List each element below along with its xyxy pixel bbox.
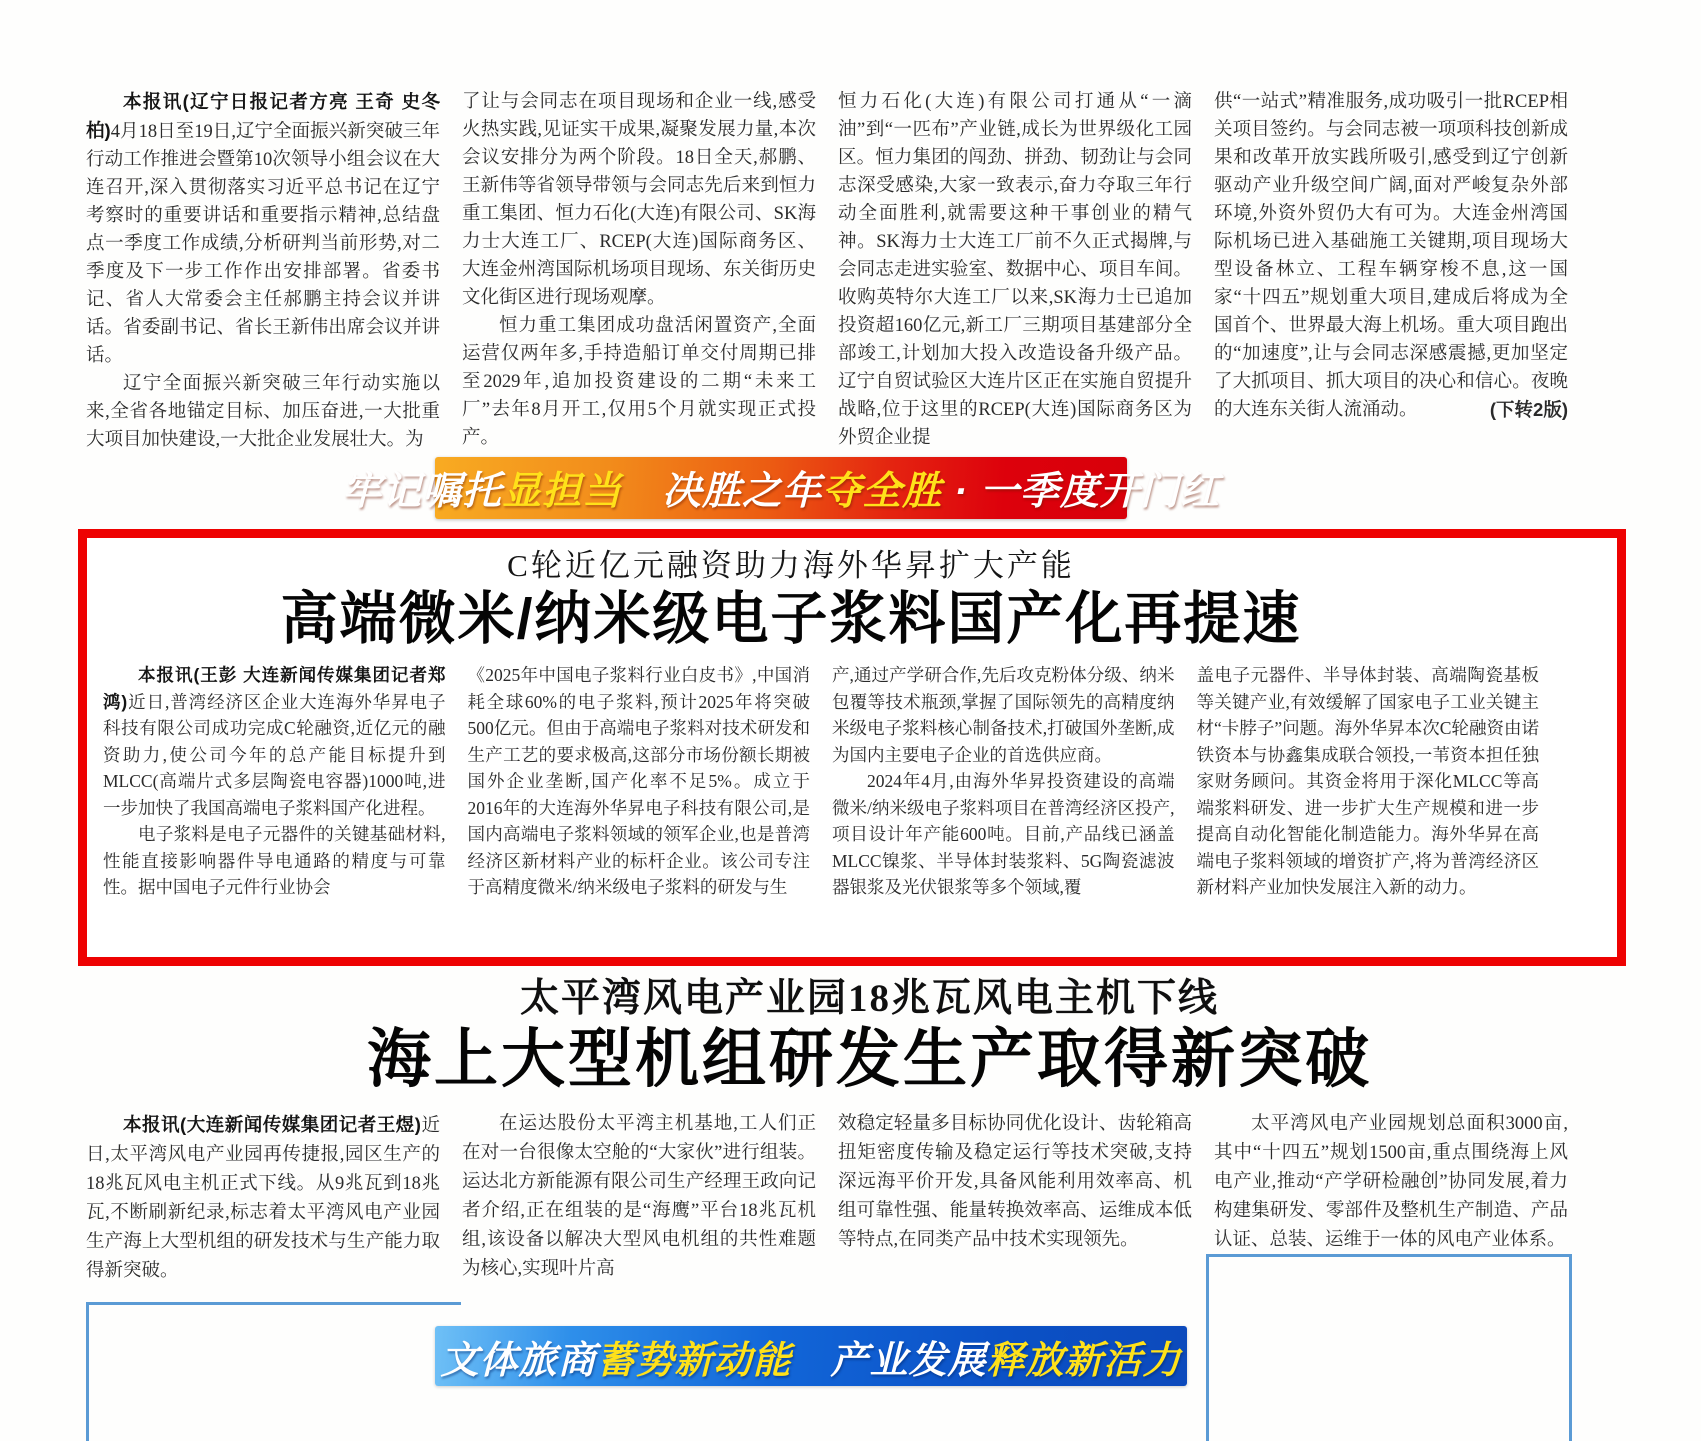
banner-text-segment: 产业发展	[791, 1339, 987, 1382]
dateline-lead-in: 本报讯(辽宁日报记者方亮 王奇 史冬柏)	[86, 91, 440, 141]
adjacent-box-rule-bottom-right	[1206, 1254, 1572, 1441]
featured-article-headline: 高端微米/纳米级电子浆料国产化再提速	[280, 587, 1302, 651]
banner-text-segment: 夺全胜	[822, 470, 943, 513]
article-column	[838, 1110, 1192, 1322]
article-column	[468, 662, 811, 901]
lead-story-body	[86, 88, 1568, 454]
slogan-banner-top-text	[342, 460, 1220, 516]
featured-article-box	[78, 529, 1626, 966]
body-paragraph: 电子浆料是电子元器件的关键基础材料,性能直接影响器件导电通路的精度与可靠性。据中国电子元件行业协会	[103, 824, 446, 897]
body-paragraph: 恒力石化(大连)有限公司打通从“一滴油”到“一匹布”产业链,成长为世界级化工园区。恒力集团的闯劲、拼劲、韧劲让与会同志深受感染,大家一致表示,奋力夺取三年行动全面胜利,就需要这种干事创业的精气神。SK海力士大连工厂前不久正式揭牌,与会同志走进实验室、数据中心、项目车间。收购英特尔大连工厂以来,SK海力士已追加投资超160亿元,新工厂三期项目基建部分全部竣工,计划加大投入改造设备升级产品。辽宁自贸试验区大连片区正在实施自贸提升战略,位于这里的RCEP(大连)国际商务区为外贸企业提	[838, 92, 1192, 448]
article-column	[832, 662, 1175, 901]
featured-article-kicker: C轮近亿元融资助力海外华昇扩大产能	[507, 548, 1075, 583]
body-paragraph: 本报讯(大连新闻传媒集团记者王煜)近日,太平湾风电产业园再传捷报,园区生产的18兆瓦风电主机正式下线。从9兆瓦到18兆瓦,不断刷新纪录,标志着太平湾风电产业园生产海上大型机组的研发技术与生产能力取得新突破。	[86, 1114, 440, 1281]
wind-article-kicker: 太平湾风电产业园18兆瓦风电主机下线	[519, 977, 1219, 1020]
body-paragraph: 太平湾风电产业园规划总面积3000亩,其中“十四五”规划1500亩,重点围绕海上风电产业,推动“产学研检融创”协同发展,着力构建集研发、零部件及整机生产制造、产品认证、总装、运维于一体的风电产业体系。	[1214, 1114, 1568, 1250]
adjacent-box-rule-bottom-left	[86, 1302, 461, 1441]
body-paragraph: 本报讯(王彭 大连新闻传媒集团记者郑鸿)近日,普湾经济区企业大连海外华昇电子科技有限公司成功完成C轮融资,近亿元的融资助力,使公司今年的总产能目标提升到MLCC(高端片式多层陶瓷电容器)1000吨,进一步加快了我国高端电子浆料国产化进程。	[103, 665, 446, 818]
featured-article-head	[103, 546, 1479, 650]
banner-text-segment: 释放新活力	[986, 1339, 1182, 1382]
body-paragraph: 在运达股份太平湾主机基地,工人们正在对一台很像太空舱的“大家伙”进行组装。运达北方新能源有限公司生产经理王政向记者介绍,正在组装的是“海鹰”平台18兆瓦机组,该设备以解决大型风电机组的共性难题为核心,实现叶片高	[462, 1114, 816, 1279]
banner-text-segment: 文体旅商	[440, 1339, 597, 1382]
slogan-banner-top	[342, 457, 1220, 519]
featured-article-body	[103, 662, 1539, 901]
body-paragraph: 辽宁全面振兴新突破三年行动实施以来,全省各地锚定目标、加压奋进,一大批重大项目加快建设,一大批企业发展壮大。为	[86, 374, 440, 450]
body-paragraph: 产,通过产学研合作,先后攻克粉体分级、纳米包覆等技术瓶颈,掌握了国际领先的高精度纳米级电子浆料核心制备技术,打破国外垄断,成为国内主要电子企业的首选供应商。	[832, 665, 1175, 765]
article-column	[462, 1110, 816, 1322]
slogan-banner-bottom-text	[440, 1329, 1181, 1384]
article-column	[86, 1110, 440, 1322]
banner-text-segment: 决胜之年	[622, 470, 823, 513]
wind-article-head	[171, 976, 1568, 1094]
body-paragraph: 盖电子元器件、半导体封装、高端陶瓷基板等关键产业,有效缓解了国家电子工业关键主材“卡脖子”问题。海外华昇本次C轮融资由诺铁资本与协鑫集成联合领投,一苇资本担任独家财务顾问。其资金将用于深化MLCC等高端浆料研发、进一步扩大生产规模和进一步提高自动化智能化制造能力。海外华昇在高端电子浆料领域的增资扩产,将为普湾经济区新材料产业加快发展注入新的动力。	[1196, 665, 1539, 897]
article-column	[838, 88, 1192, 454]
banner-text-segment: 蓄势新动能	[596, 1339, 792, 1382]
dateline-lead-in: 本报讯(大连新闻传媒集团记者王煜)	[123, 1114, 421, 1135]
body-paragraph: 效稳定轻量多目标协同优化设计、齿轮箱高扭矩密度传输及稳定运行等技术突破,支持深远海平价开发,具备风能利用效率高、机组可靠性强、能量转换效率高、运维成本低等特点,在同类产品中技术实现领先。	[838, 1114, 1192, 1250]
wind-article-headline: 海上大型机组研发生产取得新突破	[367, 1023, 1372, 1095]
article-column	[462, 88, 816, 454]
banner-text-segment: 牢记嘱托	[342, 470, 503, 513]
body-paragraph: 恒力重工集团成功盘活闲置资产,全面运营仅两年多,手持造船订单交付周期已排至2029年,追加投资建设的二期“未来工厂”去年8月开工,仅用5个月就实现正式投产。	[462, 316, 816, 448]
body-paragraph: 供“一站式”精准服务,成功吸引一批RCEP相关项目签约。与会同志被一项项科技创新成果和改革开放实践所吸引,感受到辽宁创新驱动产业升级空间广阔,面对严峻复杂外部环境,外资外贸仍大有可为。大连金州湾国际机场已进入基础施工关键期,项目现场大型设备林立、工程车辆穿梭不息,这一国家“十四五”规划重大项目,建成后将成为全国首个、世界最大海上机场。重大项目跑出的“加速度”,让与会同志深感震撼,更加坚定了大抓项目、抓大项目的决心和信心。夜晚的大连东关街人流涌动。 (下转2版)	[1214, 88, 1568, 424]
body-paragraph: 2024年4月,由海外华昇投资建设的高端微米/纳米级电子浆料项目在普湾经济区投产,项目设计年产能600吨。目前,产品线已涵盖MLCC镍浆、半导体封装浆料、5G陶瓷滤波器银浆及光伏银浆等多个领域,覆	[832, 771, 1175, 897]
body-paragraph: 了让与会同志在项目现场和企业一线,感受火热实践,见证实干成果,凝聚发展力量,本次会议安排分为两个阶段。18日全天,郝鹏、王新伟等省领导带领与会同志先后来到恒力重工集团、恒力石化(大连)有限公司、SK海力士大连工厂、RCEP(大连)国际商务区、大连金州湾国际机场项目现场、东关街历史文化街区进行现场观摩。	[462, 92, 816, 308]
dateline-lead-in: 本报讯(王彭 大连新闻传媒集团记者郑鸿)	[103, 665, 446, 712]
body-paragraph: 《2025年中国电子浆料行业白皮书》,中国消耗全球60%的电子浆料,预计2025年将突破500亿元。但由于高端电子浆料对技术研发和生产工艺的要求极高,这部分市场份额长期被国外企业垄断,国产化率不足5%。成立于2016年的大连海外华昇电子科技有限公司,是国内高端电子浆料领域的领军企业,也是普湾经济区新材料产业的标杆企业。该公司专注于高精度微米/纳米级电子浆料的研发与生	[467, 665, 810, 897]
banner-text-segment: · 一季度开门红	[942, 470, 1220, 513]
article-column	[86, 88, 440, 454]
article-column	[1214, 88, 1568, 454]
slogan-banner-bottom	[435, 1326, 1187, 1386]
article-column	[1197, 662, 1540, 901]
banner-text-segment: 显担当	[502, 470, 623, 513]
continuation-note: (下转2版)	[1489, 399, 1568, 420]
article-column	[103, 662, 446, 901]
body-paragraph: 本报讯(辽宁日报记者方亮 王奇 史冬柏)4月18日至19日,辽宁全面振兴新突破三年行动工作推进会暨第10次领导小组会议在大连召开,深入贯彻落实习近平总书记在辽宁考察时的重要讲话和重要指示精神,总结盘点一季度工作成绩,分析研判当前形势,对二季度及下一步工作作出安排部署。省委书记、省人大常委会主任郝鹏主持会议并讲话。省委副书记、省长王新伟出席会议并讲话。	[86, 91, 440, 366]
